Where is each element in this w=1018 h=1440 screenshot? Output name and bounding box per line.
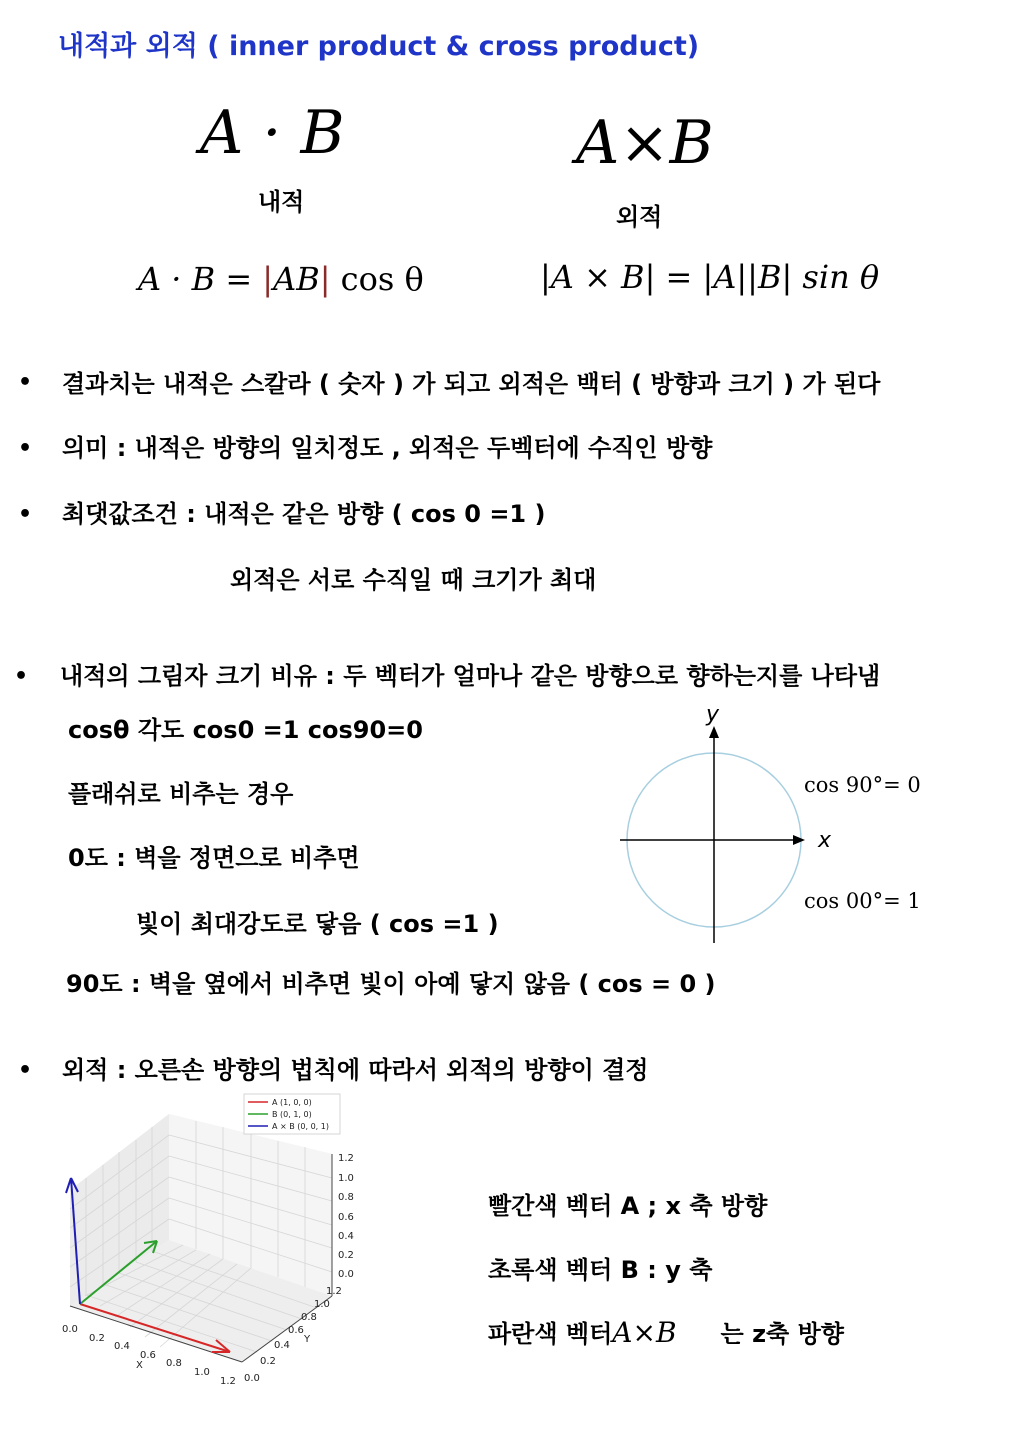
cross-product-formula xyxy=(540,258,879,296)
cos-angle-line: cosθ 각도 cos0 =1 cos90=0 xyxy=(68,716,423,744)
x-tick: 0.4 xyxy=(114,1341,130,1352)
green-vector-desc: 초록색 벡터 B : y 축 xyxy=(488,1256,713,1284)
y-axis-label: y xyxy=(706,702,720,727)
bullet-max-condition: 최댓값조건 : 내적은 같은 방향 ( cos 0 =1 ) xyxy=(62,500,546,528)
z-tick-labels xyxy=(338,1153,354,1280)
y-tick: 0.8 xyxy=(301,1312,317,1323)
unit-circle-diagram xyxy=(600,700,960,950)
x-tick: 1.0 xyxy=(194,1367,210,1378)
y-tick: 0.0 xyxy=(244,1373,260,1384)
blue-vector-text-end: 는 z축 방향 xyxy=(720,1320,844,1348)
flashlight-line: 플래쉬로 비추는 경우 xyxy=(68,780,294,808)
z-tick: 0.6 xyxy=(338,1212,354,1223)
x-axis-label: X xyxy=(136,1360,143,1371)
dot-product-formula: A · B = |AB| cos θ xyxy=(138,260,424,298)
zero-degree-line: 0도 : 벽을 정면으로 비추면 xyxy=(68,844,360,872)
x-tick: 0.2 xyxy=(89,1333,105,1344)
cross-formula-eq: = xyxy=(665,258,693,296)
y-tick: 0.4 xyxy=(274,1340,290,1351)
dot-formula-mid: AB xyxy=(273,260,320,298)
cross-formula-right: |A||B| sin θ xyxy=(702,258,880,296)
x-axis-arrow-icon xyxy=(793,835,805,845)
y-axis-label: Y xyxy=(304,1334,311,1345)
z-tick: 0.8 xyxy=(338,1192,354,1203)
ninety-degree-line: 90도 : 벽을 옆에서 비추면 빛이 아예 닿지 않음 ( cos = 0 ) xyxy=(66,970,716,998)
bullet-dot: • xyxy=(18,1058,33,1083)
y-tick: 0.6 xyxy=(288,1325,304,1336)
legend-b: B (0, 1, 0) xyxy=(272,1110,312,1119)
blue-vector-desc xyxy=(488,1314,844,1349)
cross-product-label: 외적 xyxy=(616,203,663,231)
bullet-max-condition-cont: 외적은 서로 수직일 때 크기가 최대 xyxy=(230,566,597,594)
dot-formula-right: cos θ xyxy=(340,260,424,298)
bullet-dot: • xyxy=(18,502,33,527)
shadow-heading: 내적의 그림자 크기 비유 : 두 벡터가 얼마나 같은 방향으로 향하는지를 나타냄 xyxy=(60,662,881,690)
dot-product-label: 내적 xyxy=(258,188,305,216)
dot-product-symbol: A · B xyxy=(200,98,345,168)
x-tick: 0.6 xyxy=(140,1350,156,1361)
page-title: 내적과 외적 ( inner product & cross product) xyxy=(58,31,700,62)
legend-c: A × B (0, 0, 1) xyxy=(272,1122,329,1131)
vector-3d-plot xyxy=(56,1090,376,1390)
bullet-result-type: 결과치는 내적은 스칼라 ( 숫자 ) 가 되고 외적은 백터 ( 방향과 크기 ) 가 된다 xyxy=(62,370,881,398)
x-tick: 0.8 xyxy=(166,1358,182,1369)
y-tick: 0.2 xyxy=(260,1356,276,1367)
bullet-meaning: 의미 : 내적은 방향의 일치정도 , 외적은 두벡터에 수직인 방향 xyxy=(62,434,713,462)
x-axis-label: x xyxy=(818,828,832,853)
y-tick: 1.2 xyxy=(326,1286,342,1297)
x-tick: 0.0 xyxy=(62,1324,78,1335)
bullet-dot: • xyxy=(14,664,29,689)
max-intensity-line: 빛이 최대강도로 닿음 ( cos =1 ) xyxy=(136,910,499,938)
plot-legend xyxy=(244,1094,340,1134)
dot-formula-left: A · B = xyxy=(138,260,253,298)
y-tick: 1.0 xyxy=(314,1299,330,1310)
cos0-label: cos 00°= 1 xyxy=(804,889,921,913)
y-axis-arrow-icon xyxy=(709,726,719,738)
bullet-dot: • xyxy=(18,370,33,395)
x-tick: 1.2 xyxy=(220,1376,236,1387)
blue-vector-symbol: A×B xyxy=(612,1316,677,1349)
cross-heading: 외적 : 오른손 방향의 법칙에 따라서 외적의 방향이 결정 xyxy=(62,1056,649,1084)
z-tick: 0.0 xyxy=(338,1269,354,1280)
z-tick: 0.2 xyxy=(338,1250,354,1261)
cross-formula-left: |A × B| xyxy=(540,258,656,296)
cos90-label: cos 90°= 0 xyxy=(804,773,921,797)
z-tick: 1.0 xyxy=(338,1173,354,1184)
legend-a: A (1, 0, 0) xyxy=(272,1098,312,1107)
cross-product-symbol: A×B xyxy=(576,108,714,178)
z-tick: 1.2 xyxy=(338,1153,354,1164)
blue-vector-text: 파란색 벡터 xyxy=(488,1320,613,1348)
bullet-dot: • xyxy=(18,436,33,461)
red-vector-desc: 빨간색 벡터 A ; x 축 방향 xyxy=(488,1192,768,1220)
z-tick: 0.4 xyxy=(338,1231,354,1242)
